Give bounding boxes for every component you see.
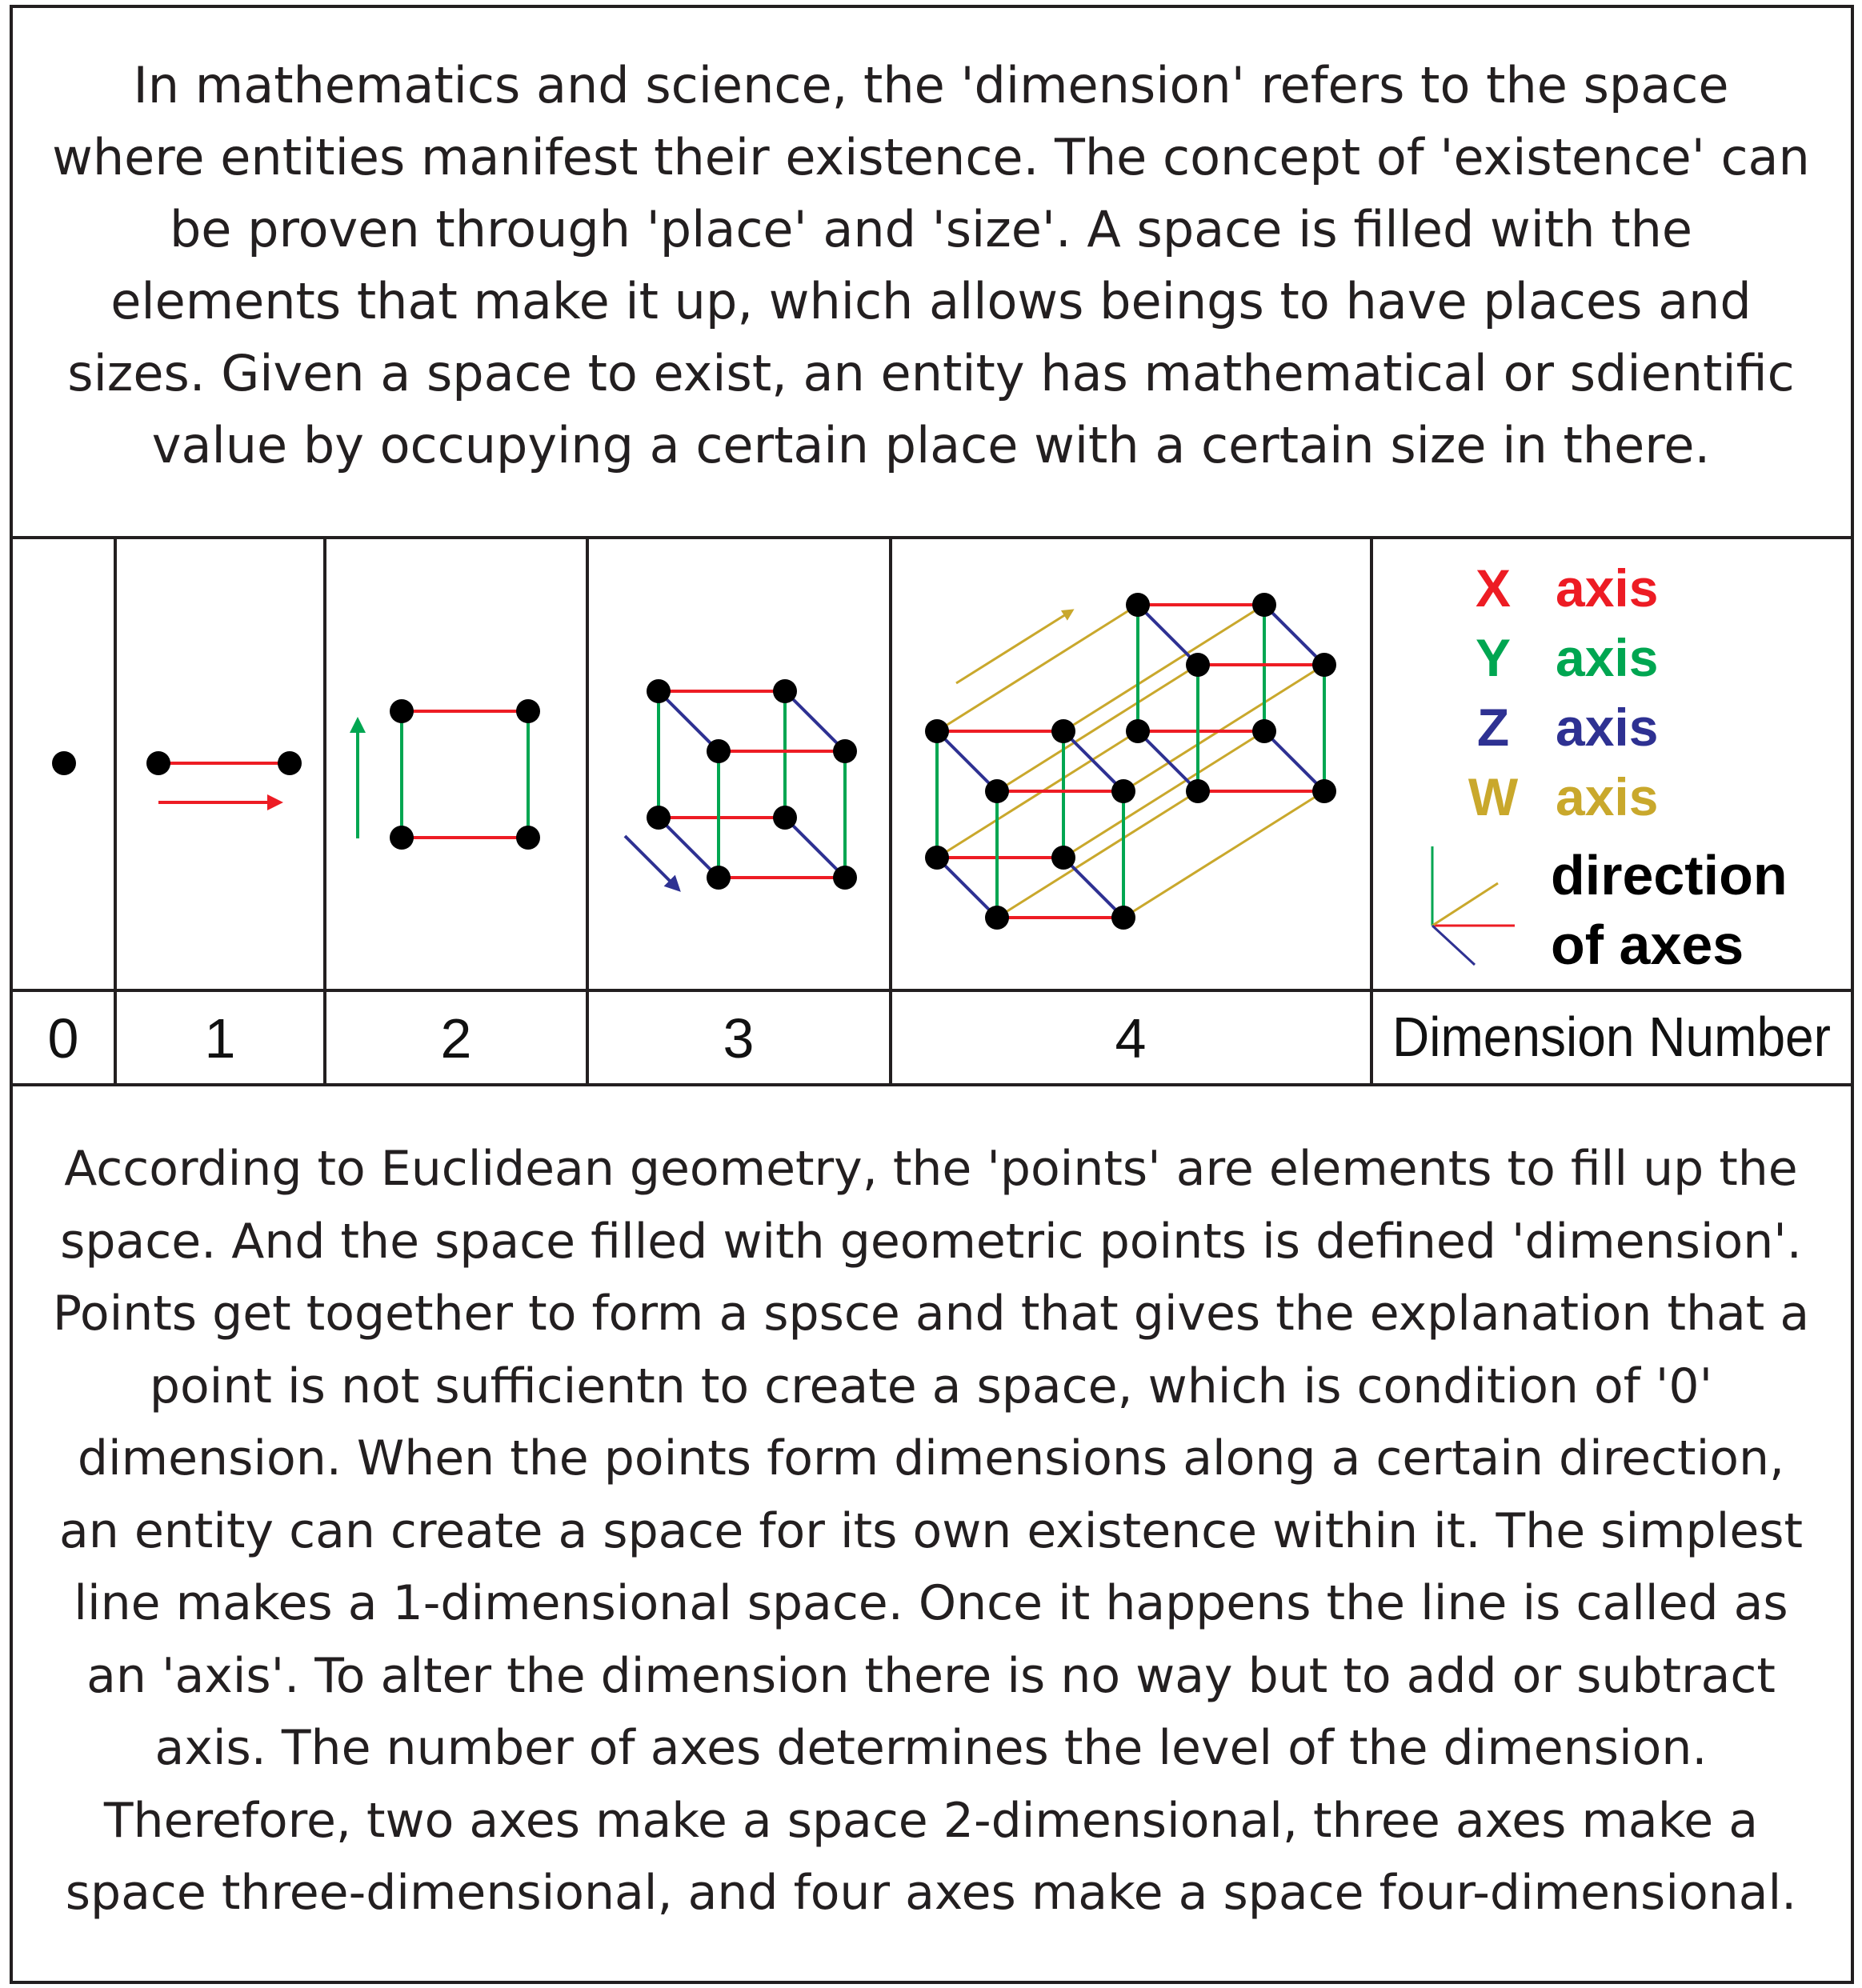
- dimension-number-row: [48, 1006, 1831, 1070]
- dimension-label-3: 3: [723, 1007, 755, 1070]
- point: [985, 906, 1009, 930]
- w-edge: [997, 791, 1198, 918]
- tesseract-points: [925, 593, 1336, 930]
- intro-text-line: where entities manifest their existence. The concept of 'existence' can: [52, 128, 1810, 186]
- z-edge: [1138, 605, 1198, 665]
- legend-x-word: axis: [1556, 558, 1659, 618]
- point: [516, 826, 540, 850]
- body-text-line: point is not sufficientn to create a space, which is condition of '0': [149, 1358, 1713, 1414]
- z-edge: [785, 691, 845, 751]
- body-text-line: an 'axis'. To alter the dimension there is no way but to add or subtract: [86, 1647, 1776, 1704]
- body-text-line: According to Euclidean geometry, the 'points' are elements to fill up the: [64, 1141, 1798, 1197]
- legend-x-axis: [1476, 558, 1658, 618]
- w-edge: [997, 665, 1198, 791]
- dimension-label-4: 4: [1115, 1007, 1147, 1070]
- dimension-label-0: 0: [47, 1007, 79, 1070]
- point: [1111, 906, 1135, 930]
- z-edge: [785, 818, 845, 878]
- point: [1051, 846, 1075, 870]
- point: [1051, 719, 1075, 743]
- legend-y-axis: [1476, 628, 1658, 687]
- w-edge: [1123, 791, 1324, 918]
- point: [516, 699, 540, 723]
- legend-z-word: axis: [1556, 698, 1659, 757]
- dimension-3-figure: [625, 679, 857, 890]
- point: [1312, 653, 1336, 677]
- dimension-label-1: 1: [204, 1007, 236, 1070]
- dimension-label-2: 2: [440, 1007, 472, 1070]
- point: [833, 866, 857, 890]
- point: [833, 739, 857, 763]
- point: [707, 866, 731, 890]
- body-text-line: Therefore, two axes make a space 2-dimensional, three axes make a: [103, 1792, 1759, 1849]
- intro-text-line: be proven through 'place' and 'size'. A space is filled with the: [169, 200, 1693, 258]
- w-direction-line: [1432, 883, 1498, 926]
- legend-y-word: axis: [1556, 628, 1659, 687]
- point: [146, 751, 170, 775]
- w-edges: [937, 605, 1324, 918]
- point: [390, 826, 414, 850]
- direction-label-line-2: of axes: [1551, 914, 1744, 976]
- w-edge: [1123, 665, 1324, 791]
- legend-z-letter: Z: [1476, 698, 1510, 757]
- legend-w-letter: W: [1468, 767, 1519, 826]
- body-text-line: an entity can create a space for its own existence within it. The simplest: [58, 1502, 1804, 1559]
- point: [390, 699, 414, 723]
- body-text-line: space. And the space filled with geometric points is defined 'dimension'.: [60, 1213, 1802, 1270]
- point: [1312, 779, 1336, 803]
- body-text-line: line makes a 1-dimensional space. Once it happens the line is called as: [74, 1575, 1788, 1631]
- point: [647, 806, 671, 830]
- w-edge: [1063, 731, 1264, 858]
- body-text-line: dimension. When the points form dimensions along a certain direction,: [77, 1430, 1785, 1486]
- point: [985, 779, 1009, 803]
- dimension-number-header: Dimension Number: [1392, 1006, 1831, 1068]
- w-edge: [937, 605, 1138, 731]
- z-edge: [937, 858, 997, 918]
- legend-z-axis: [1477, 698, 1659, 757]
- intro-text-line: value by occupying a certain place with a certain size in there.: [151, 416, 1711, 474]
- w-direction-arrow: [956, 610, 1072, 683]
- point: [278, 751, 302, 775]
- legend-x-letter: X: [1475, 558, 1512, 618]
- point: [1252, 593, 1276, 617]
- dimension-4-figure: [925, 593, 1336, 930]
- z-direction-line: [1432, 926, 1475, 965]
- point: [1126, 593, 1150, 617]
- axis-legend: [1432, 558, 1788, 976]
- point: [1126, 719, 1150, 743]
- point: [925, 846, 949, 870]
- z-edge: [1264, 605, 1324, 665]
- z-direction-arrow: [625, 836, 679, 890]
- z-edge: [1264, 731, 1324, 791]
- point: [1186, 779, 1210, 803]
- dimension-1-figure: [146, 751, 302, 802]
- point: [1252, 719, 1276, 743]
- body-paragraph: [16, 1133, 1846, 1930]
- body-text-line: Points get together to form a spsce and that gives the explanation that a: [52, 1286, 1810, 1342]
- point: [1111, 779, 1135, 803]
- point: [647, 679, 671, 703]
- body-text-line: axis. The number of axes determines the level of the dimension.: [154, 1720, 1708, 1776]
- direction-label-line-1: direction: [1551, 844, 1788, 906]
- z-edge: [1138, 731, 1198, 791]
- point: [773, 679, 797, 703]
- z-edge: [659, 691, 719, 751]
- body-text-line: space three-dimensional, and four axes make a space four-dimensional.: [65, 1865, 1797, 1921]
- z-edge: [1063, 731, 1123, 791]
- point: [707, 739, 731, 763]
- intro-text-line: In mathematics and science, the 'dimension' refers to the space: [133, 56, 1729, 114]
- intro-text-line: elements that make it up, which allows beings to have places and: [110, 272, 1752, 330]
- legend-w-axis: [1468, 767, 1659, 826]
- z-edge: [659, 818, 719, 878]
- dimension-0-figure: [52, 751, 76, 775]
- w-edge: [1063, 605, 1264, 731]
- dimension-2-figure: [358, 699, 540, 850]
- w-edge: [937, 731, 1138, 858]
- z-edge: [937, 731, 997, 791]
- axes-direction-glyph: [1432, 846, 1515, 965]
- point: [773, 806, 797, 830]
- z-edge: [1063, 858, 1123, 918]
- intro-text-line: sizes. Given a space to exist, an entity has mathematical or sdientific: [67, 344, 1795, 402]
- point: [52, 751, 76, 775]
- point: [1186, 653, 1210, 677]
- legend-y-letter: Y: [1475, 628, 1512, 687]
- legend-w-word: axis: [1556, 767, 1659, 826]
- point: [925, 719, 949, 743]
